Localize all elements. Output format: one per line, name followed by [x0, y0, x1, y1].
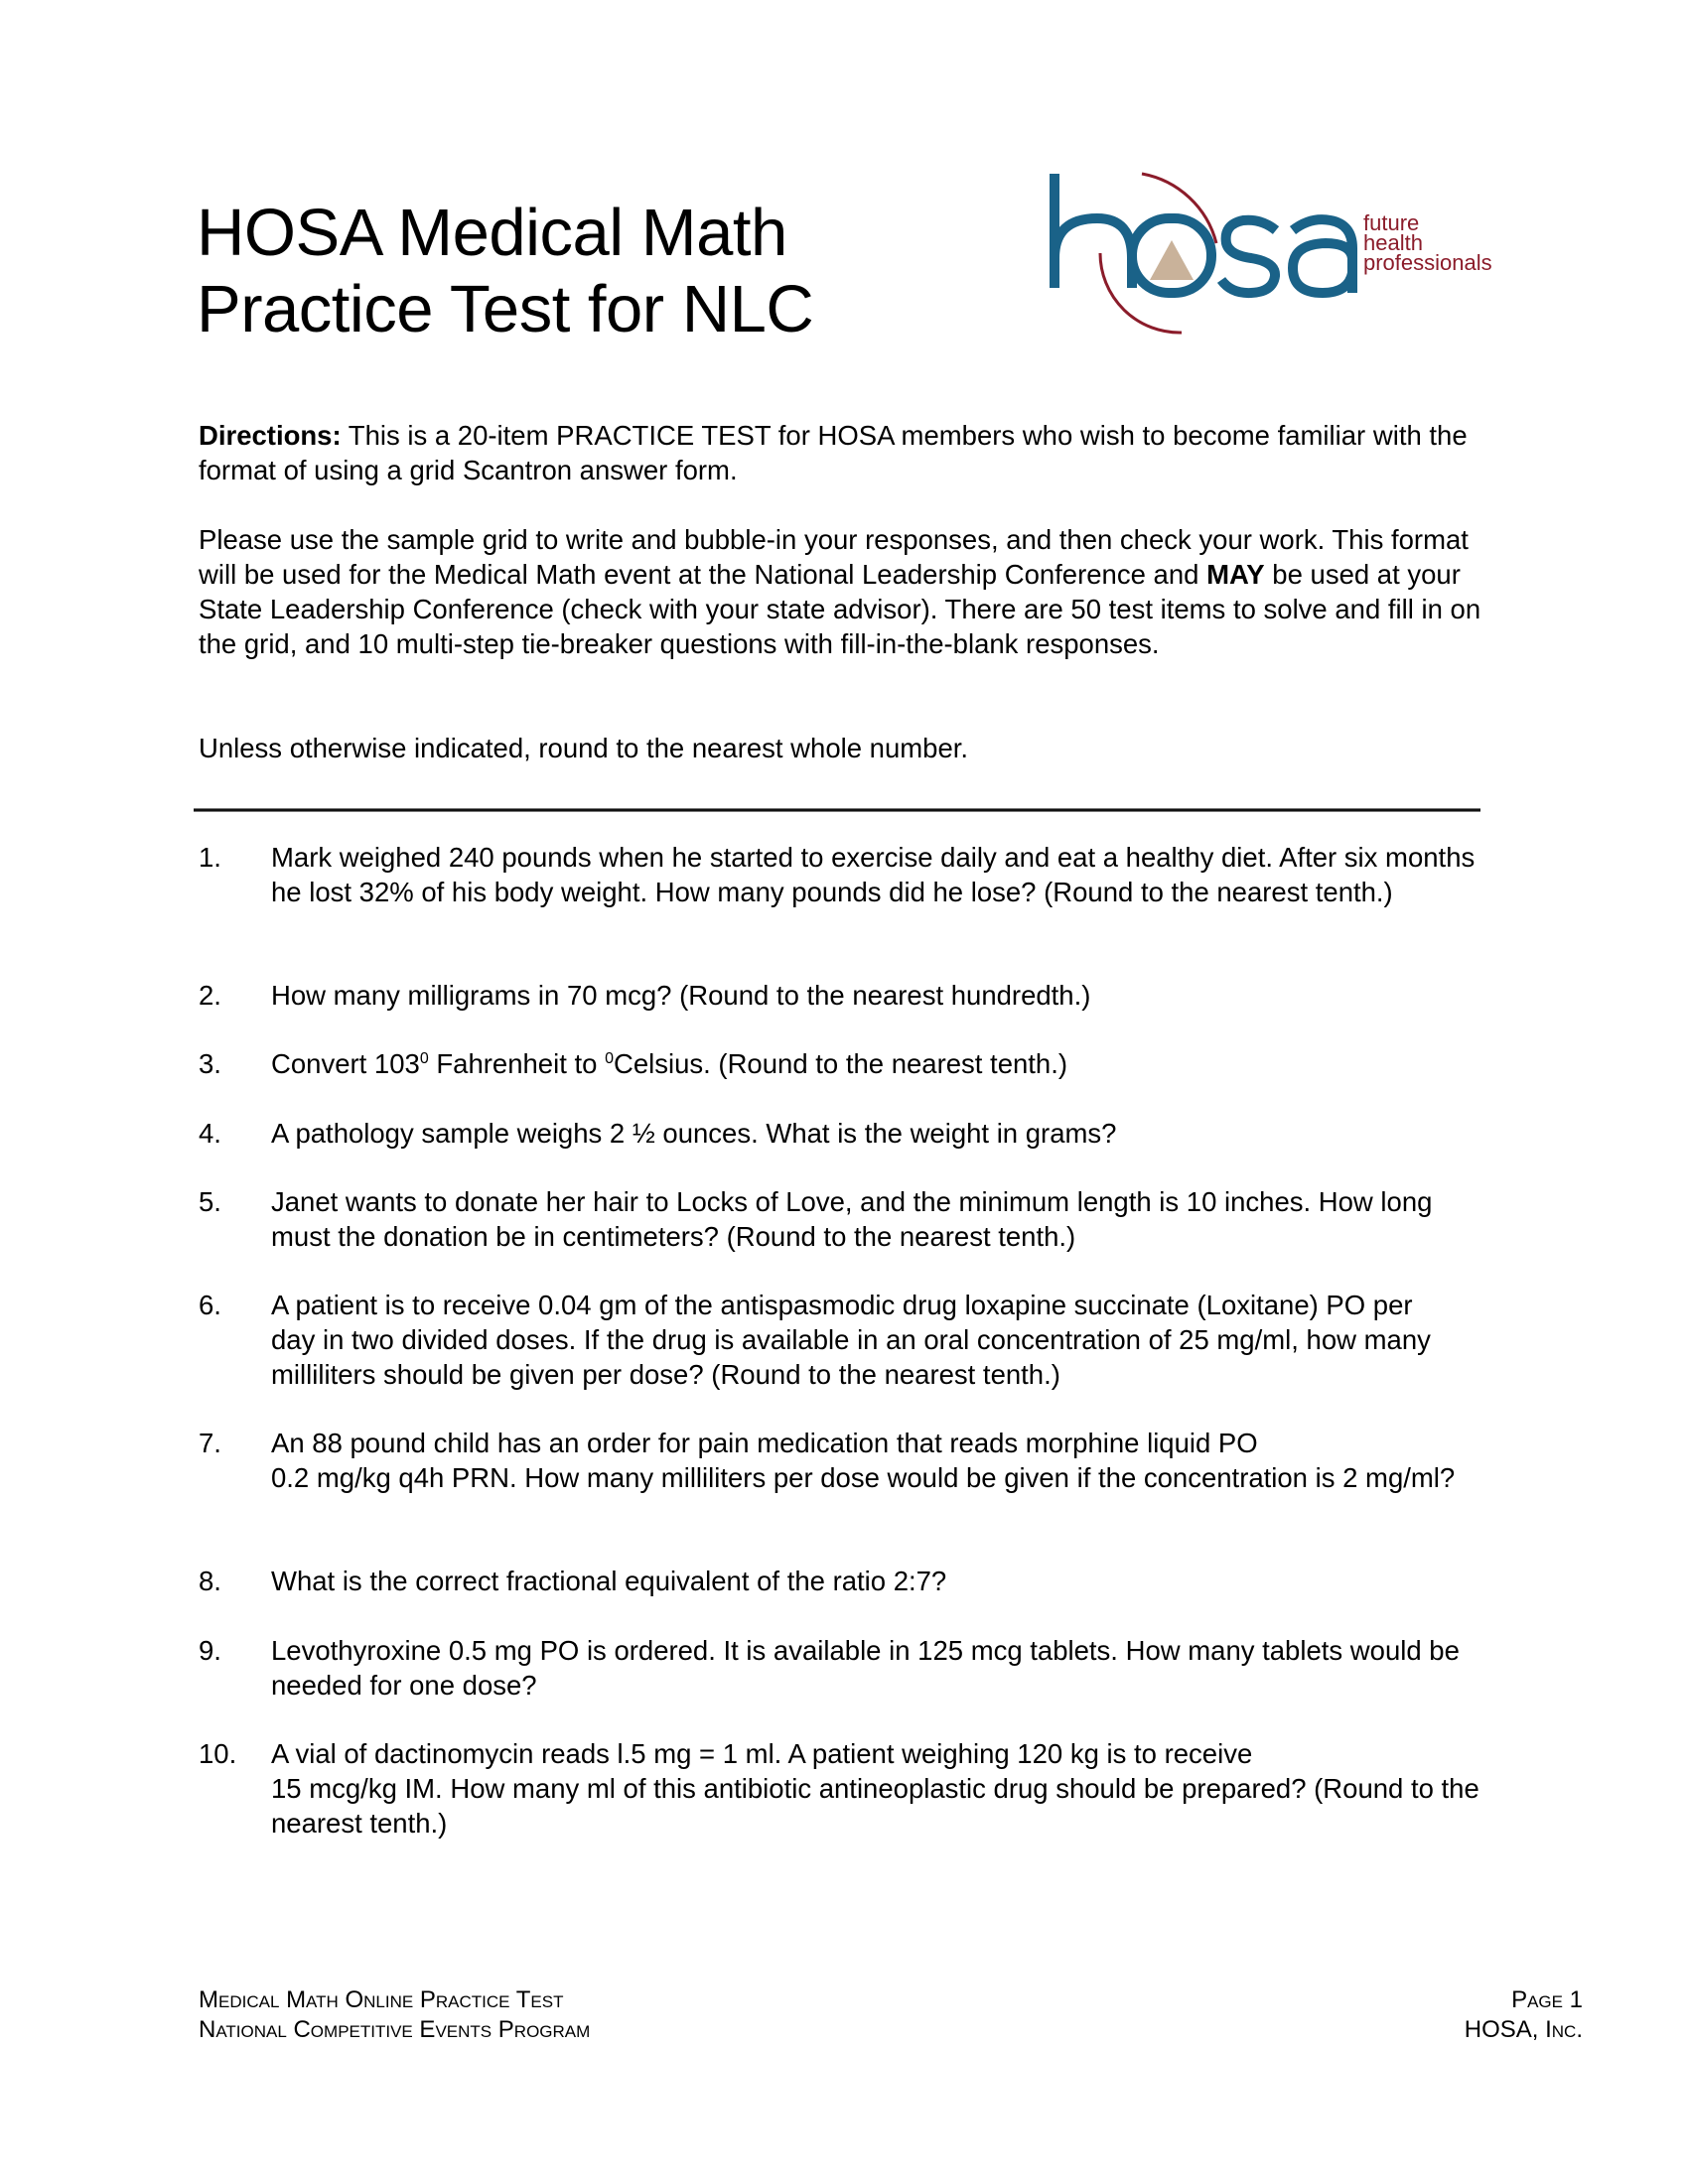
question-text: An 88 pound child has an order for pain medication that reads morphine liquid PO 0.2 mg/kg q4h PRN. How many milliliters per dose would be given if the concentration is 2 mg/ml?	[271, 1428, 1456, 1493]
footer-program: National Competitive Events Program	[199, 2016, 591, 2043]
question-text: A pathology sample weighs 2 ½ ounces. What is the weight in grams?	[271, 1118, 1117, 1149]
question-number: 4.	[199, 1118, 221, 1149]
directions-paragraph	[199, 418, 1489, 487]
footer-right	[1465, 1985, 1583, 2045]
question-1	[199, 840, 1489, 909]
question-8	[199, 1564, 1489, 1598]
question-number: 6.	[199, 1290, 221, 1320]
hosa-logo	[1033, 159, 1499, 338]
question-number: 9.	[199, 1635, 221, 1666]
page-number: Page 1	[1511, 1986, 1583, 2013]
footer-doc-title: Medical Math Online Practice Test	[199, 1986, 564, 2013]
title-line-1: HOSA Medical Math	[197, 196, 787, 270]
question-5	[199, 1184, 1489, 1254]
question-number: 2.	[199, 980, 221, 1011]
instructions-text-2: be used at your State Leadership Conference (check with your state advisor). There are 50 test items to solve and fill in on the grid, and 10 multi-step tie-breaker questions with fill-in-the-blank responses.	[199, 559, 1481, 659]
question-7	[199, 1426, 1489, 1495]
tagline: future	[1363, 210, 1420, 235]
question-number: 8.	[199, 1566, 221, 1596]
directions-label: Directions:	[199, 420, 342, 451]
question-text: Mark weighed 240 pounds when he started to exercise daily and eat a healthy diet. After six months he lost 32% of his body weight. How many pounds did he lose? (Round to the nearest tenth.)	[271, 842, 1476, 907]
instructions-text-1: Please use the sample grid to write and bubble-in your responses, and then check your work. This format will be used for the Medical Math event at the National Leadership Conference and	[199, 524, 1469, 590]
question-number: 3.	[199, 1048, 221, 1079]
footer-left	[199, 1985, 590, 2045]
question-text: A patient is to receive 0.04 gm of the antispasmodic drug loxapine succinate (Loxitane) PO per day in two divided doses. If the drug is available in an oral concentration of 25 mg/ml, how many milliliters should be given per dose? (Round to the nearest tenth.)	[271, 1290, 1431, 1390]
title-line-2: Practice Test for NLC	[197, 272, 814, 346]
question-number: 5.	[199, 1186, 221, 1217]
question-2	[199, 978, 1489, 1013]
question-number: 10.	[199, 1738, 237, 1769]
question-4	[199, 1116, 1489, 1151]
section-divider	[194, 808, 1480, 812]
question-9	[199, 1633, 1489, 1703]
instructions-paragraph	[199, 522, 1489, 661]
question-text: Levothyroxine 0.5 mg PO is ordered. It is available in 125 mcg tablets. How many tablets would be needed for one dose?	[271, 1635, 1460, 1701]
question-3	[199, 1046, 1489, 1081]
footer-organization: HOSA, Inc.	[1464, 2016, 1583, 2043]
svg-text:professionals: professionals	[1363, 250, 1492, 275]
question-text: Janet wants to donate her hair to Locks of Love, and the minimum length is 10 inches. How long must the donation be in centimeters? (Round to the nearest tenth.)	[271, 1186, 1433, 1252]
question-text: Convert $103^0$ Fahrenheit to $^0$Celsius. (Round to the nearest tenth.)	[271, 1048, 1068, 1079]
page-title	[197, 195, 813, 347]
question-text: How many milligrams in 70 mcg? (Round to the nearest hundredth.)	[271, 980, 1091, 1011]
rounding-note: Unless otherwise indicated, round to the nearest whole number.	[199, 733, 969, 763]
svg-text:health: health	[1363, 230, 1423, 255]
question-10	[199, 1736, 1489, 1841]
directions-text: This is a 20-item PRACTICE TEST for HOSA members who wish to become familiar with the format of using a grid Scantron answer form.	[199, 420, 1468, 485]
question-number: 1.	[199, 842, 221, 873]
question-number: 7.	[199, 1428, 221, 1458]
question-6	[199, 1288, 1489, 1392]
question-text: A vial of dactinomycin reads l.5 mg = 1 ml. A patient weighing 120 kg is to receive 15 mcg/kg IM. How many ml of this antibiotic antineoplastic drug should be prepared? (Round to the nearest tenth.)	[271, 1738, 1479, 1839]
instructions-emphasis: MAY	[1206, 559, 1265, 590]
question-text: What is the correct fractional equivalent of the ratio 2:7?	[271, 1566, 947, 1596]
